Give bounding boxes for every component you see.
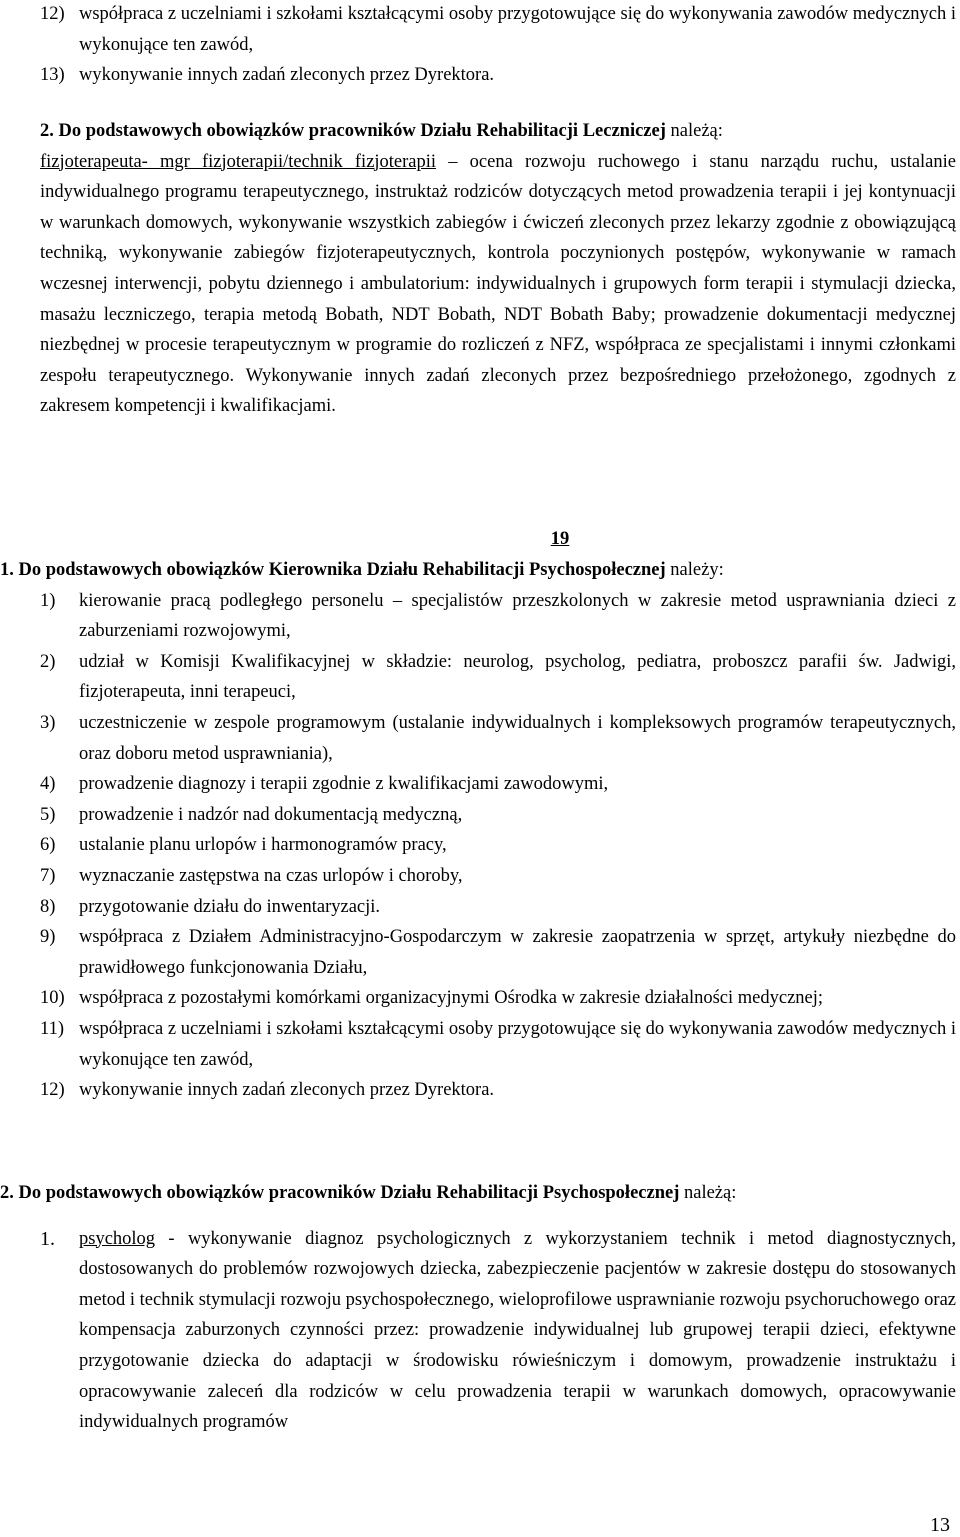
item-text: udział w Komisji Kwalifikacyjnej w składzie: neurolog, psycholog, pediatra, proboszcz parafii św. Jadwigi, fizjoterapeuta, inni terapeuci,	[79, 651, 956, 703]
list-item	[40, 922, 956, 983]
list-item	[40, 708, 956, 769]
section-psychospoleczna	[0, 1178, 956, 1438]
list-item	[40, 586, 956, 647]
list-item-psycholog	[40, 1224, 956, 1438]
item-text: wykonywanie innych zadań zleconych przez Dyrektora.	[79, 65, 495, 86]
list-item	[40, 60, 956, 91]
item-number: 6)	[40, 835, 56, 856]
heading-rest: należą:	[679, 1183, 737, 1203]
section-heading	[0, 555, 956, 586]
item-number: 3)	[40, 712, 56, 733]
heading-bold: Do podstawowych obowiązków pracowników Działu Rehabilitacji Psychospołecznej	[18, 1183, 680, 1203]
section-title-19: 19	[550, 529, 570, 549]
item-text: ustalanie planu urlopów i harmonogramów pracy,	[79, 835, 447, 856]
list-item	[40, 1014, 956, 1075]
role-description: – ocena rozwoju ruchowego i stanu narządu ruchu, ustalanie indywidualnego programu terapeutycznego, instruktaż rodziców dotyczących metod prowadzenia terapii i jej kontynuacji w warunkach domowych, wykonywanie wszystkich zabiegów i ćwiczeń zleconych przez lekarzy zgodnie z obowiązującą techniką, wykonywanie zabiegów fizjoterapeutycznych, kontrola poczynionych postępów, wykonywanie w ramach wczesnej interwencji, pobytu dziennego i ambulatorium: indywidualnych i grupowych form terapii i stymulacji dziecka, masażu leczniczego, terapia metodą Bobath, NDT Bobath, NDT Bobath Baby; prowadzenie dokumentacji medycznej niezbędnej w procesie terapeutycznym w programie do rozliczeń z NFZ, współpraca ze specjalistami i innymi członkami zespołu terapeutycznego. Wykonywanie innych zadań zleconych przez bezpośredniego przełożonego, zgodnych z zakresem kompetencji i kwalifikacjami.	[40, 151, 956, 417]
list-item	[40, 647, 956, 708]
list-item	[40, 0, 956, 60]
page-number: 13	[930, 1514, 950, 1536]
item-text: przygotowanie działu do inwentaryzacji.	[79, 896, 381, 917]
item-number: 2)	[40, 651, 56, 672]
item-number: 12)	[40, 1080, 65, 1101]
item-number: 13)	[40, 65, 65, 86]
item-text: współpraca z Działem Administracyjno-Gospodarczym w zakresie zaopatrzenia w sprzęt, artykuły niezbędne do prawidłowego funkcjonowania Działu,	[79, 927, 956, 978]
list-item	[40, 830, 956, 861]
section-body	[40, 147, 956, 422]
item-text: wyznaczanie zastępstwa na czas urlopów i choroby,	[79, 865, 463, 886]
item-number: 4)	[40, 774, 56, 795]
role-description: - wykonywanie diagnoz psychologicznych z wykorzystaniem technik i metod diagnostycznych, dostosowanych do problemów rozwojowych dziecka, zabezpieczenie pacjentów w zakresie dostępu do stosowanych metod i technik stymulacji rozwoju psychospołecznego, wieloprofilowe usprawnianie rozwoju psychoruchowego oraz kompensacja zaburzonych czynności przez: prowadzenie indywidualnej lub grupowej terapii dzieci, efektywne przygotowanie dziecka do adaptacji w środowisku rówieśniczym i domowym, prowadzenie instruktażu i opracowywanie zaleceń dla rodziców w celu prowadzenia terapii w warunkach domowych, opracowywanie indywidualnych programów	[79, 1228, 956, 1433]
heading-rest: należą:	[665, 121, 723, 141]
list-item	[40, 861, 956, 892]
heading-number: 2.	[0, 1183, 14, 1203]
section-heading	[40, 116, 956, 147]
list-item	[40, 1075, 956, 1106]
heading-rest: należy:	[665, 560, 724, 580]
list-item	[40, 892, 956, 923]
item-text: prowadzenie i nadzór nad dokumentacją medyczną,	[79, 804, 463, 825]
item-number: 11)	[40, 1018, 64, 1039]
item-text: prowadzenie diagnozy i terapii zgodnie z kwalifikacjami zawodowymi,	[79, 774, 609, 795]
section-kierownik	[0, 555, 956, 1106]
section-heading	[0, 1178, 956, 1209]
item-number: 12)	[40, 4, 65, 24]
item-text: współpraca z uczelniami i szkołami kształcącymi osoby przygotowujące się do wykonywania zawodów medycznych i wykonujące ten zawód,	[79, 4, 956, 55]
heading-number: 1.	[0, 560, 14, 580]
role-title: fizjoterapeuta- mgr fizjoterapii/technik fizjoterapii	[40, 151, 437, 172]
list-item	[40, 800, 956, 831]
item-number: 9)	[40, 927, 56, 948]
item-number: 10)	[40, 988, 65, 1009]
section-rehab-lecznicza	[40, 116, 956, 422]
list-item	[40, 983, 956, 1014]
heading-bold: Do podstawowych obowiązków pracowników Działu Rehabilitacji Leczniczej	[58, 121, 666, 141]
kierownik-duties-list	[40, 586, 956, 1106]
top-list	[40, 0, 956, 91]
item-number: 7)	[40, 865, 56, 886]
heading-number: 2.	[40, 121, 54, 141]
list-item	[40, 769, 956, 800]
item-number: 5)	[40, 804, 56, 825]
item-text: wykonywanie innych zadań zleconych przez Dyrektora.	[79, 1080, 495, 1101]
role-title: psycholog	[79, 1228, 156, 1249]
item-number: 1)	[40, 590, 56, 611]
item-number: 1.	[40, 1227, 55, 1250]
item-number: 8)	[40, 896, 56, 917]
item-text: kierowanie pracą podległego personelu – specjalistów przeszkolonych w zakresie metod usprawniania dzieci z zaburzeniami rozwojowymi,	[79, 590, 956, 642]
item-text: współpraca z pozostałymi komórkami organizacyjnymi Ośrodka w zakresie działalności medycznej;	[79, 988, 824, 1009]
item-text: współpraca z uczelniami i szkołami kształcącymi osoby przygotowujące się do wykonywania zawodów medycznych i wykonujące ten zawód,	[79, 1018, 956, 1070]
heading-bold: Do podstawowych obowiązków Kierownika Działu Rehabilitacji Psychospołecznej	[18, 560, 666, 580]
item-text	[79, 1224, 956, 1438]
item-text: uczestniczenie w zespole programowym (ustalanie indywidualnych i kompleksowych programów terapeutycznych, oraz doboru metod usprawniania),	[79, 712, 956, 764]
